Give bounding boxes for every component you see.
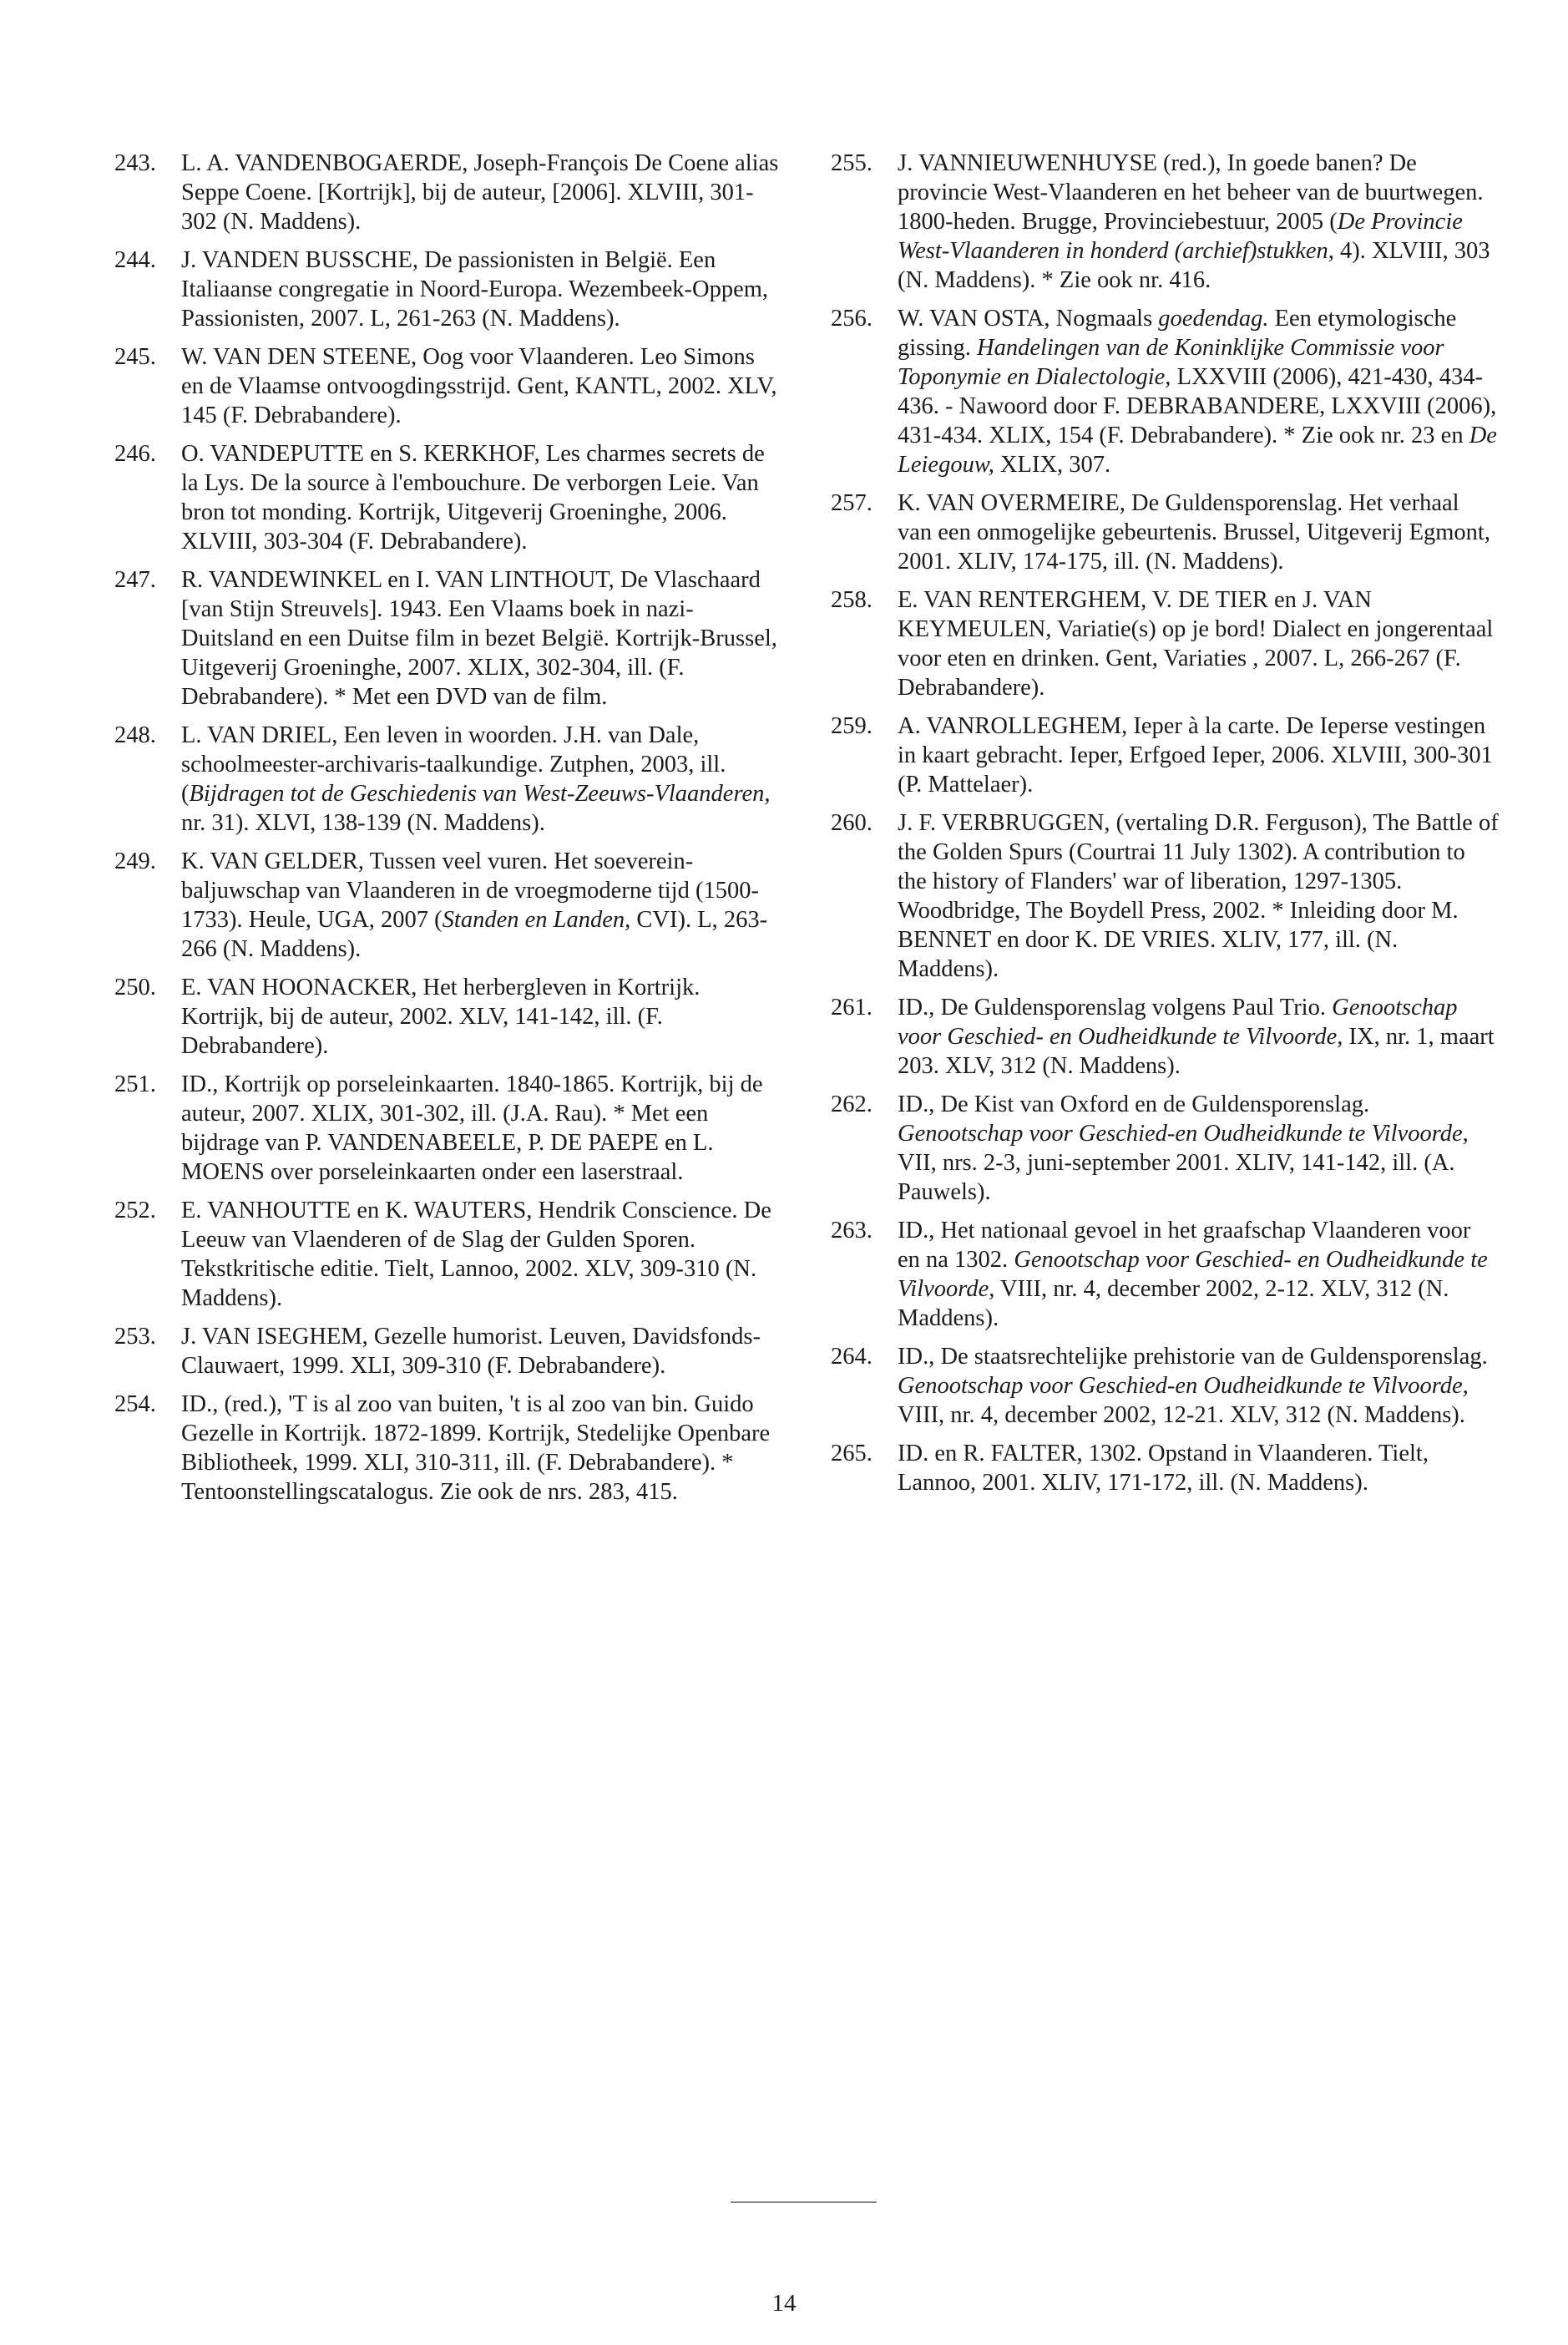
bibliography-entry <box>114 1070 782 1187</box>
left-column <box>114 149 782 1516</box>
bibliography-entry <box>831 1216 1499 1333</box>
entry-text-segment: K. VAN OVERMEIRE, De Guldensporenslag. Het verhaal van een onmogelijke gebeurtenis. Brussel, Uitgeverij Egmont, 2001. XLIV, 174-175, ill. (N. Maddens). <box>898 490 1490 575</box>
entry-text <box>898 489 1499 576</box>
entry-text-segment: J. VANNIEUWENHUYSE (red.), In goede banen? De provincie West-Vlaanderen en het beheer van de buurtwegen. 1800-heden. Brugge, Provinciebestuur, 2005 ( <box>898 150 1484 235</box>
entry-text <box>898 585 1499 702</box>
bibliography-entry <box>831 489 1499 576</box>
entry-text-segment: nr. 31). XLVI, 138-139 (N. Maddens). <box>181 810 545 836</box>
entry-number: 252. <box>114 1198 156 1223</box>
entry-number: 253. <box>114 1324 156 1350</box>
entry-text <box>898 1439 1499 1497</box>
entry-text-segment: VII, nrs. 2-3, juni-september 2001. XLIV, 141-142, ill. (A. Pauwels). <box>898 1150 1455 1205</box>
entry-text <box>898 993 1499 1081</box>
entry-text-segment: ID., Het nationaal gevoel in het graafschap Vlaanderen voor en na 1302. <box>898 1218 1471 1273</box>
entry-number: 264. <box>831 1344 873 1370</box>
entry-text <box>181 721 782 838</box>
right-column <box>831 149 1499 1507</box>
bibliography-entry <box>831 1342 1499 1430</box>
bibliography-entry <box>831 712 1499 799</box>
entry-text <box>181 1322 782 1380</box>
bibliography-entry <box>114 246 782 333</box>
entry-text <box>898 149 1499 295</box>
entry-text <box>181 149 782 236</box>
entry-number: 248. <box>114 722 156 748</box>
entry-number: 261. <box>831 995 873 1021</box>
entry-text-segment: L. VAN DRIEL, Een leven in woorden. J.H. van Dale, schoolmeester-archivaris-taalkundige. Zutphen, 2003, ill. ( <box>181 722 726 807</box>
entry-number: 243. <box>114 150 156 176</box>
entry-number: 244. <box>114 247 156 273</box>
bibliography-entry <box>114 1322 782 1380</box>
entry-italic-text: Standen en Landen, <box>442 907 631 933</box>
entry-text <box>898 304 1499 479</box>
entry-number: 250. <box>114 975 156 1000</box>
entry-text-segment: R. VANDEWINKEL en I. VAN LINTHOUT, De Vlaschaard [van Stijn Streuvels]. 1943. Een Vlaams boek in nazi-Duitsland en een Duitse film in bezet België. Kortrijk-Brussel, Uitgeverij Groeninghe, 2007. XLIX, 302-304, ill. (F. Debrabandere). * Met een DVD van de film. <box>181 567 777 710</box>
entry-text-segment: K. VAN GELDER, Tussen veel vuren. Het soeverein-baljuwschap van Vlaanderen in de vroegmoderne tijd (1500-1733). Heule, UGA, 2007 ( <box>181 848 759 933</box>
entry-text-segment: Een etymologische gissing. <box>898 306 1457 361</box>
bibliography-entry <box>831 808 1499 984</box>
entry-text-segment: J. F. VERBRUGGEN, (vertaling D.R. Ferguson), The Battle of the Golden Spurs (Courtrai 11 July 1302). A contribution to the history of Flanders' war of liberation, 1297-1305. Woodbridge, The Boydell Press, 2002. * Inleiding door M. BENNET en door K. DE VRIES. XLIV, 177, ill. (N. Maddens). <box>898 810 1499 982</box>
bibliography-entry <box>831 585 1499 702</box>
bibliography-entry <box>831 304 1499 479</box>
entry-text-segment: J. VANDEN BUSSCHE, De passionisten in België. Een Italiaanse congregatie in Noord-Europa. Wezembeek-Oppem, Passionisten, 2007. L, 261-263 (N. Maddens). <box>181 247 769 332</box>
entry-number: 265. <box>831 1441 873 1466</box>
entry-text-segment: ID., De Guldensporenslag volgens Paul Trio. <box>898 995 1333 1021</box>
entry-text-segment: LXXVIII (2006), 421-430, 434-436. - Nawoord door F. DEBRABANDERE, LXXVIII (2006), 431-434. XLIX, 154 (F. Debrabandere). * Zie ook nr. 23 en <box>898 364 1497 448</box>
entry-text-segment: E. VANHOUTTE en K. WAUTERS, Hendrik Conscience. De Leeuw van Vlaenderen of de Slag der Gulden Sporen. Tekstkritische editie. Tielt, Lannoo, 2002. XLV, 309-310 (N. Maddens). <box>181 1198 771 1311</box>
bibliography-entry <box>831 149 1499 295</box>
entry-italic-text: Genootschap voor Geschied- en Oudheidkunde te Vilvoorde, <box>898 995 1458 1050</box>
bibliography-entry <box>114 565 782 712</box>
entry-text-segment: IX, nr. 1, maart 203. XLV, 312 (N. Maddens). <box>898 1024 1495 1079</box>
entry-text-segment: E. VAN RENTERGHEM, V. DE TIER en J. VAN KEYMEULEN, Variatie(s) op je bord! Dialect en jongerentaal voor eten en drinken. Gent, Variaties , 2007. L, 266-267 (F. Debrabandere). <box>898 587 1494 701</box>
entry-number: 247. <box>114 567 156 593</box>
entry-text-segment: ID. en R. FALTER, 1302. Opstand in Vlaanderen. Tielt, Lannoo, 2001. XLIV, 171-172, ill. (N. Maddens). <box>898 1441 1429 1496</box>
entry-text <box>181 1390 782 1507</box>
entry-number: 257. <box>831 490 873 516</box>
entry-italic-text: Bijdragen tot de Geschiedenis van West-Zeeuws-Vlaanderen, <box>189 781 771 807</box>
entry-number: 249. <box>114 848 156 874</box>
entry-text <box>181 342 782 430</box>
entry-italic-text: Genootschap voor Geschied-en Oudheidkunde te Vilvoorde, <box>898 1373 1469 1399</box>
entry-text-segment: J. VAN ISEGHEM, Gezelle humorist. Leuven, Davidsfonds-Clauwaert, 1999. XLI, 309-310 (F. Debrabandere). <box>181 1324 761 1379</box>
entry-text <box>898 1090 1499 1207</box>
entry-text-segment: L. A. VANDENBOGAERDE, Joseph-François De Coene alias Seppe Coene. [Kortrijk], bij de auteur, [2006]. XLVIII, 301-302 (N. Maddens). <box>181 150 779 235</box>
entry-number: 258. <box>831 587 873 613</box>
entry-text-segment: A. VANROLLEGHEM, Ieper à la carte. De Ieperse vestingen in kaart gebracht. Ieper, Erfgoed Ieper, 2006. XLVIII, 300-301 (P. Mattelaer). <box>898 713 1493 798</box>
entry-text-segment: VIII, nr. 4, december 2002, 12-21. XLV, 312 (N. Maddens). <box>898 1402 1465 1428</box>
entry-text <box>898 808 1499 984</box>
entry-text <box>181 246 782 333</box>
entry-text-segment: O. VANDEPUTTE en S. KERKHOF, Les charmes secrets de la Lys. De la source à l'embouchure. De verborgen Leie. Van bron tot monding. Kortrijk, Uitgeverij Groeninghe, 2006. XLVIII, 303-304 (F. Debrabandere). <box>181 441 765 555</box>
bibliography-entry <box>831 993 1499 1081</box>
entry-text <box>181 847 782 964</box>
bibliography-entry <box>831 1439 1499 1497</box>
page-number: 14 <box>771 2290 797 2317</box>
entry-number: 251. <box>114 1071 156 1097</box>
footer-rule <box>731 2201 877 2203</box>
bibliography-entry <box>114 721 782 838</box>
bibliography-entry <box>114 847 782 964</box>
entry-text <box>181 565 782 712</box>
entry-number: 254. <box>114 1391 156 1417</box>
entry-text <box>898 712 1499 799</box>
entry-italic-text: Handelingen van de Koninklijke Commissie voor Toponymie en Dialectologie, <box>898 335 1444 390</box>
entry-number: 256. <box>831 306 873 332</box>
entry-text <box>181 1070 782 1187</box>
entry-italic-text: De Leiegouw, <box>898 423 1497 478</box>
entry-text <box>181 439 782 556</box>
entry-number: 263. <box>831 1218 873 1243</box>
bibliography-entry <box>114 973 782 1061</box>
entry-text-segment: ID., (red.), 'T is al zoo van buiten, 't is al zoo van bin. Guido Gezelle in Kortrijk. 1872-1899. Kortrijk, Stedelijke Openbare Bibliotheek, 1999. XLI, 310-311, ill. (F. Debrabandere). * Tentoonstellingscatalogus. Zie ook de nrs. 283, 415. <box>181 1391 771 1505</box>
entry-text-segment: E. VAN HOONACKER, Het herbergleven in Kortrijk. Kortrijk, bij de auteur, 2002. XLV, 141-142, ill. (F. Debrabandere). <box>181 975 701 1059</box>
bibliography-entry <box>114 1390 782 1507</box>
bibliography-entry <box>114 342 782 430</box>
entry-number: 260. <box>831 810 873 836</box>
entry-text-segment: 4). XLVIII, 303 (N. Maddens). * Zie ook nr. 416. <box>898 238 1490 293</box>
entry-number: 245. <box>114 344 156 370</box>
entry-text-segment: ID., De Kist van Oxford en de Guldensporenslag. <box>898 1091 1370 1117</box>
entry-text-segment: ID., Kortrijk op porseleinkaarten. 1840-1865. Kortrijk, bij de auteur, 2007. XLIX, 301-302, ill. (J.A. Rau). * Met een bijdrage van P. VANDENABEELE, P. DE PAEPE en L. MOENS over porseleinkaarten onder een laserstraal. <box>181 1071 763 1185</box>
entry-text-segment: VIII, nr. 4, december 2002, 2-12. XLV, 312 (N. Maddens). <box>898 1276 1449 1331</box>
bibliography-entry <box>114 439 782 556</box>
bibliography-entry <box>114 149 782 236</box>
entry-text <box>898 1216 1499 1333</box>
entry-text-segment: W. VAN DEN STEENE, Oog voor Vlaanderen. Leo Simons en de Vlaamse ontvoogdingsstrijd. Gent, KANTL, 2002. XLV, 145 (F. Debrabandere). <box>181 344 777 428</box>
entry-text <box>181 1196 782 1313</box>
entry-text-segment: ID., De staatsrechtelijke prehistorie van de Guldensporenslag. <box>898 1344 1488 1370</box>
entry-text-segment: XLIX, 307. <box>994 452 1111 478</box>
entry-text-segment: W. VAN OSTA, Nogmaals <box>898 306 1159 332</box>
entry-italic-text: Genootschap voor Geschied- en Oudheidkunde te Vilvoorde, <box>898 1247 1488 1302</box>
entry-text <box>181 973 782 1061</box>
entry-italic-text: Genootschap voor Geschied-en Oudheidkunde te Vilvoorde, <box>898 1121 1469 1147</box>
entry-number: 262. <box>831 1091 873 1117</box>
entry-number: 259. <box>831 713 873 739</box>
entry-italic-text: goedendag. <box>1158 306 1269 332</box>
bibliography-entry <box>831 1090 1499 1207</box>
entry-text <box>898 1342 1499 1430</box>
entry-number: 255. <box>831 150 873 176</box>
bibliography-entry <box>114 1196 782 1313</box>
entry-text-segment: CVI). L, 263-266 (N. Maddens). <box>181 907 768 962</box>
entry-number: 246. <box>114 441 156 467</box>
entry-italic-text: De Provincie West-Vlaanderen in honderd (archief)stukken, <box>898 209 1463 264</box>
